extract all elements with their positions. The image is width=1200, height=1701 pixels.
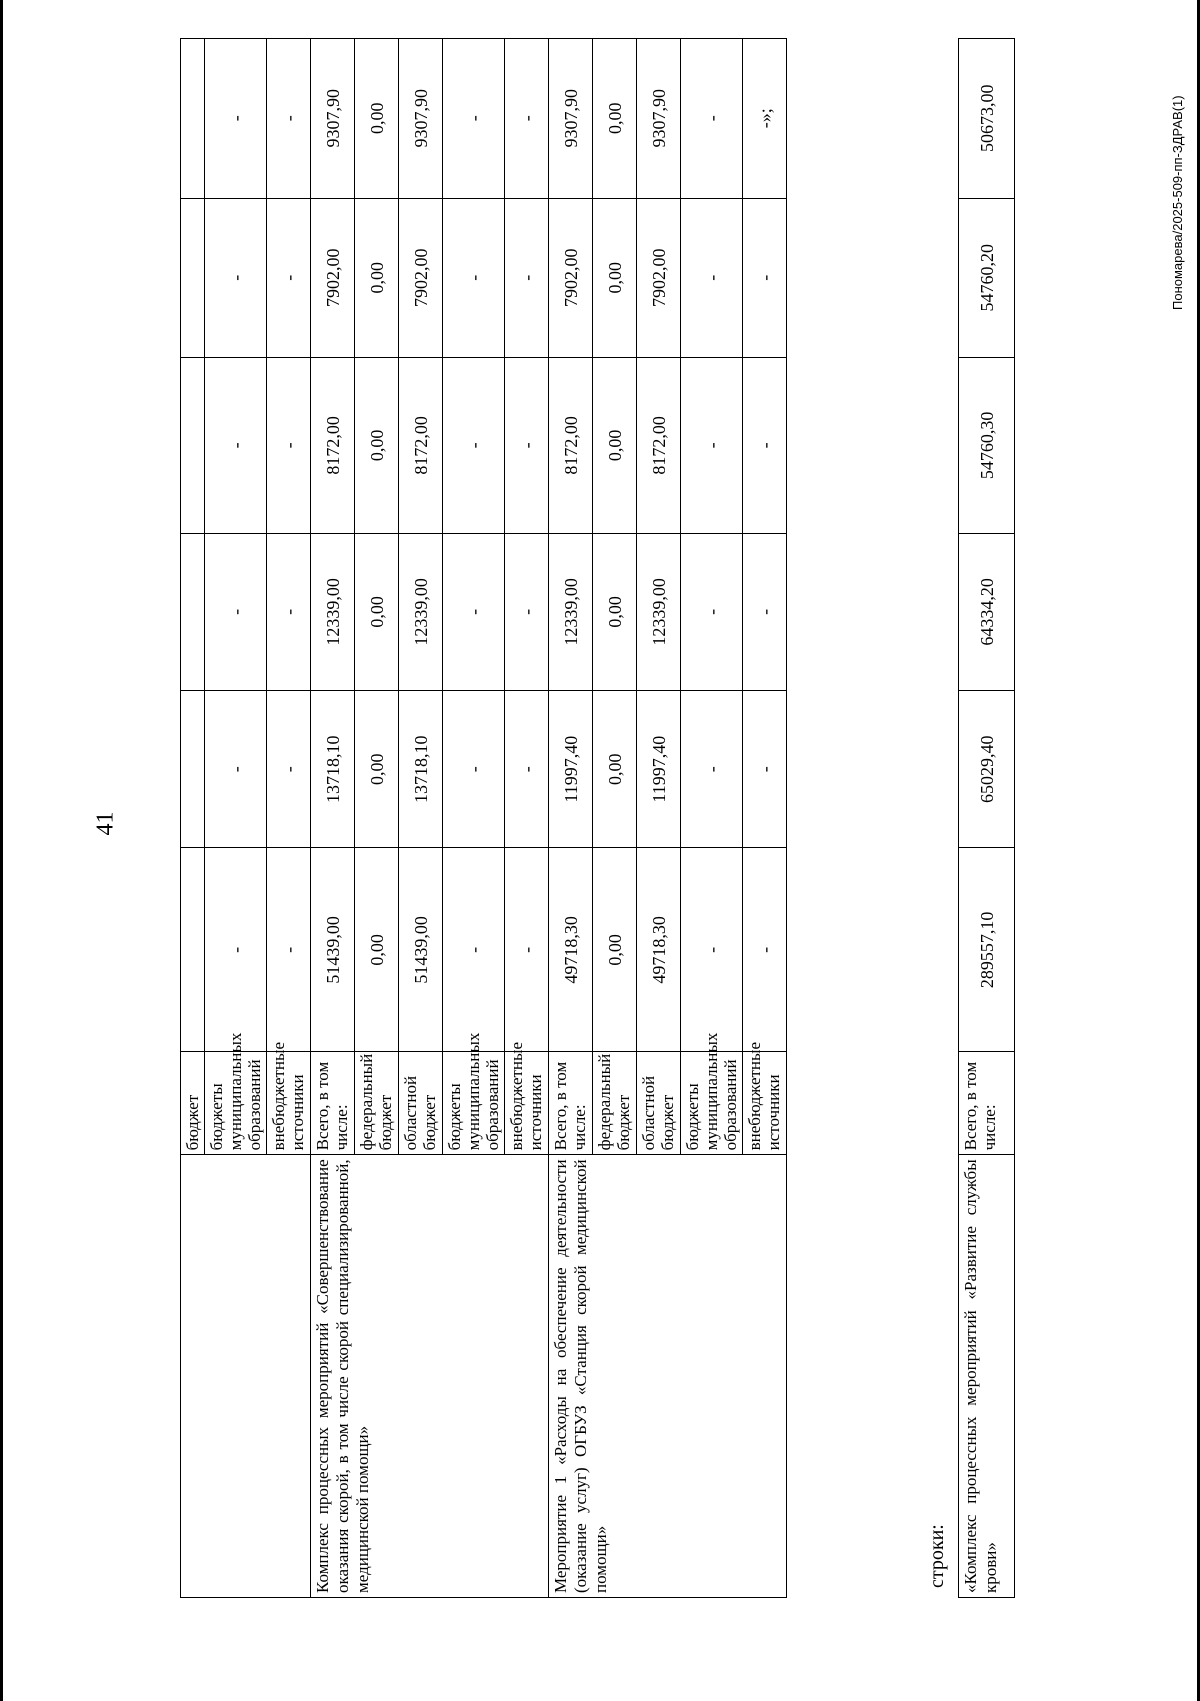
value-cell: -	[681, 848, 743, 1052]
value-cell: -	[267, 198, 311, 357]
value-cell: 289557,10	[959, 848, 1015, 1052]
section-label: строки:	[926, 1524, 948, 1588]
funding-source: Всего, в том числе:	[549, 1052, 593, 1155]
funding-source: бюджеты муниципальных образований	[205, 1052, 267, 1155]
value-cell: -	[267, 848, 311, 1052]
funding-source: бюджеты муниципальных образований	[681, 1052, 743, 1155]
value-cell: -	[205, 358, 267, 534]
value-cell: 0,00	[593, 848, 637, 1052]
value-cell: 51439,00	[311, 848, 355, 1052]
funding-source: внебюджетные источники	[743, 1052, 787, 1155]
value-cell: 12339,00	[637, 533, 681, 690]
funding-source: областной бюджет	[637, 1052, 681, 1155]
value-cell: -	[205, 691, 267, 848]
value-cell: 0,00	[355, 39, 399, 199]
value-cell: 11997,40	[549, 691, 593, 848]
page-number: 41	[92, 811, 119, 836]
rotated-document-content	[180, 38, 1060, 1598]
value-cell: 9307,90	[637, 39, 681, 199]
funding-source: бюджет	[181, 1052, 205, 1155]
value-cell: 9307,90	[311, 39, 355, 199]
table-row	[549, 39, 593, 1598]
value-cell: -	[681, 533, 743, 690]
blood-service-table	[958, 38, 1015, 1598]
value-cell	[181, 39, 205, 199]
funding-source: внебюджетные источники	[505, 1052, 549, 1155]
value-cell: 0,00	[593, 39, 637, 199]
value-cell: 8172,00	[399, 358, 443, 534]
value-cell: -	[681, 39, 743, 199]
value-cell: 7902,00	[549, 198, 593, 357]
value-cell: 8172,00	[549, 358, 593, 534]
value-cell: 49718,30	[637, 848, 681, 1052]
value-cell: 51439,00	[399, 848, 443, 1052]
value-cell	[181, 533, 205, 690]
value-cell: 0,00	[355, 848, 399, 1052]
value-cell: 12339,00	[311, 533, 355, 690]
value-cell: 0,00	[355, 533, 399, 690]
funding-source: областной бюджет	[399, 1052, 443, 1155]
value-cell: -	[443, 848, 505, 1052]
value-cell: -	[505, 358, 549, 534]
value-cell: 13718,10	[311, 691, 355, 848]
value-cell: 8172,00	[637, 358, 681, 534]
value-cell: 7902,00	[399, 198, 443, 357]
value-cell: 54760,20	[959, 198, 1015, 357]
value-cell	[181, 358, 205, 534]
value-cell	[181, 198, 205, 357]
value-cell: 7902,00	[637, 198, 681, 357]
value-cell: 49718,30	[549, 848, 593, 1052]
funding-source: Всего, в том числе:	[311, 1052, 355, 1155]
value-cell: 9307,90	[399, 39, 443, 199]
value-cell	[181, 691, 205, 848]
funding-source: федеральный бюджет	[593, 1052, 637, 1155]
value-cell: 13718,10	[399, 691, 443, 848]
value-cell: 12339,00	[549, 533, 593, 690]
table-row	[959, 39, 1015, 1598]
value-cell: -	[743, 533, 787, 690]
measure-name: «Комплекс процессных мероприятий «Развитие службы крови»	[959, 1155, 1015, 1598]
value-cell: -	[743, 198, 787, 357]
document-code: Пономарева/2025-509-пп-ЗДРАВ(1)	[1170, 95, 1185, 310]
value-cell: 0,00	[593, 691, 637, 848]
value-cell: 11997,40	[637, 691, 681, 848]
value-cell: -»;	[743, 39, 787, 199]
value-cell: -	[205, 198, 267, 357]
measure-name	[181, 1155, 311, 1598]
value-cell: -	[443, 533, 505, 690]
funding-source: внебюджетные источники	[267, 1052, 311, 1155]
value-cell: 65029,40	[959, 691, 1015, 848]
value-cell: 0,00	[355, 691, 399, 848]
value-cell: 0,00	[355, 358, 399, 534]
value-cell: 54760,30	[959, 358, 1015, 534]
value-cell: -	[505, 533, 549, 690]
measure-name: Комплекс процессных мероприятий «Совершенствование оказания скорой, в том числе скорой специализированной, медицинской помощи»	[311, 1155, 549, 1598]
value-cell: -	[267, 533, 311, 690]
value-cell	[181, 848, 205, 1052]
table-row	[311, 39, 355, 1598]
value-cell: -	[743, 691, 787, 848]
funding-source: бюджеты муниципальных образований	[443, 1052, 505, 1155]
table-row	[181, 39, 205, 1598]
value-cell: -	[205, 848, 267, 1052]
left-border-line	[0, 0, 3, 1701]
value-cell: 0,00	[593, 198, 637, 357]
value-cell: -	[443, 358, 505, 534]
value-cell: 64334,20	[959, 533, 1015, 690]
value-cell: 8172,00	[311, 358, 355, 534]
value-cell: -	[205, 533, 267, 690]
value-cell: 0,00	[593, 533, 637, 690]
value-cell: -	[505, 39, 549, 199]
value-cell: -	[443, 198, 505, 357]
value-cell: -	[505, 848, 549, 1052]
value-cell: 7902,00	[311, 198, 355, 357]
value-cell: 0,00	[593, 358, 637, 534]
value-cell: 9307,90	[549, 39, 593, 199]
value-cell: 50673,00	[959, 39, 1015, 199]
funding-source: федеральный бюджет	[355, 1052, 399, 1155]
budget-table	[180, 38, 787, 1598]
value-cell: -	[681, 691, 743, 848]
value-cell: -	[681, 198, 743, 357]
value-cell: -	[681, 358, 743, 534]
value-cell: -	[743, 848, 787, 1052]
value-cell: -	[267, 358, 311, 534]
value-cell: -	[267, 691, 311, 848]
value-cell: 12339,00	[399, 533, 443, 690]
measure-name: Мероприятие 1 «Расходы на обеспечение деятельности (оказание услуг) ОГБУЗ «Станция скорой медицинской помощи»	[549, 1155, 787, 1598]
value-cell: -	[267, 39, 311, 199]
funding-source: Всего, в том числе:	[959, 1052, 1015, 1155]
value-cell: -	[743, 358, 787, 534]
value-cell: -	[205, 39, 267, 199]
value-cell: -	[505, 198, 549, 357]
value-cell: -	[505, 691, 549, 848]
value-cell: -	[443, 39, 505, 199]
value-cell: 0,00	[355, 198, 399, 357]
value-cell: -	[443, 691, 505, 848]
